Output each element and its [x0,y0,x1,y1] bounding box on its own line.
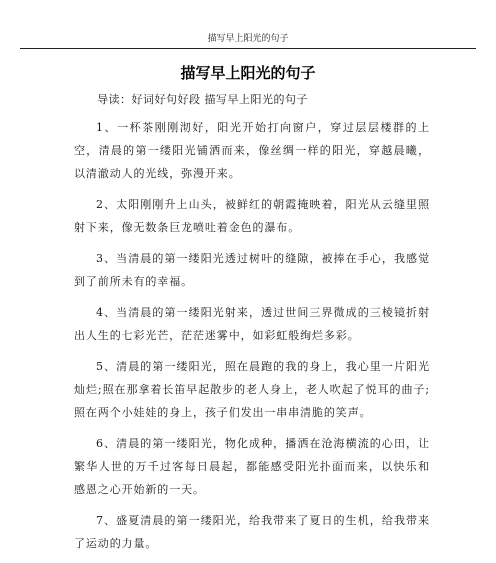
header-divider [20,48,476,49]
paragraph-6: 6、清晨的第一缕阳光，物化成种，播洒在沧海横流的心田，让繁华人世的万千过客每日晨起，都能感受阳光扑面而来，以快乐和感恩之心开始新的一天。 [74,437,430,496]
paragraph-2: 2、太阳刚刚升上山头，被鲜红的朝霞掩映着，阳光从云缝里照射下来，像无数条巨龙喷吐着金色的瀑布。 [74,198,430,234]
paragraph-5: 5、清晨的第一缕阳光，照在晨跑的我的身上，我心里一片阳光灿烂;照在那拿着长笛早起散步的老人身上，老人吹起了悦耳的曲子;照在两个小娃娃的身上，孩子们发出一串串清脆的笑声。 [74,360,430,419]
paragraph-3: 3、当清晨的第一缕阳光透过树叶的缝隙，被捧在手心，我感觉到了前所未有的幸福。 [74,252,430,288]
running-header: 描写早上阳光的句子 [207,34,289,44]
document-title: 描写早上阳光的句子 [180,64,316,82]
paragraph-4: 4、当清晨的第一缕阳光射来，透过世间三界微成的三棱镜折射出人生的七彩光芒，茫茫迷雾中，如彩虹般绚烂多彩。 [74,306,430,342]
paragraph-1: 1、一杯茶刚刚沏好，阳光开始打向窗户，穿过层层楼群的上空，清晨的第一缕阳光铺洒而来，像丝绸一样的阳光，穿越晨曦，以清澈动人的光线，弥漫开来。 [74,121,430,180]
document-body [74,116,430,563]
paragraph-7: 7、盛夏清晨的第一缕阳光，给我带来了夏日的生机，给我带来了运动的力量。 [74,514,430,550]
intro-line: 导读：好词好句好段 描写早上阳光的句子 [97,93,308,106]
